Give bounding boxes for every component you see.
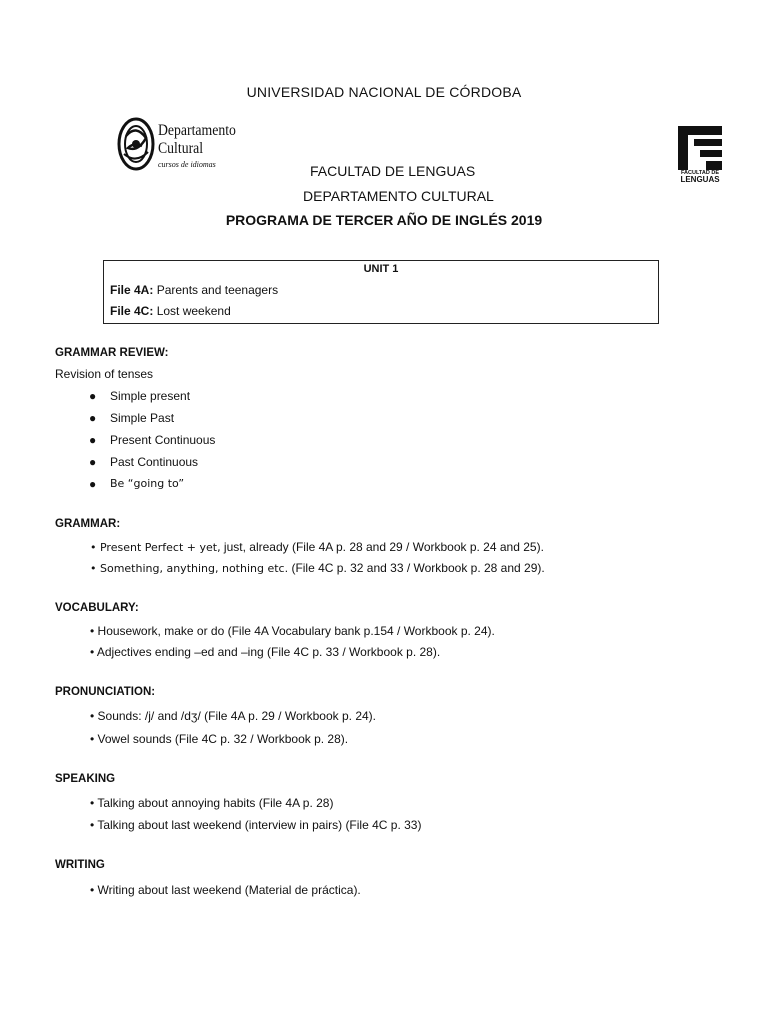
pronunciation-item: • Vowel sounds (File 4C p. 32 / Workbook p. 28). bbox=[90, 732, 349, 746]
university-name: UNIVERSIDAD NACIONAL DE CÓRDOBA bbox=[246, 84, 522, 100]
bullet-icon: ● bbox=[89, 477, 97, 491]
grammar-review-intro: Revision of tenses bbox=[55, 367, 154, 381]
pronunciation-heading: PRONUNCIATION: bbox=[55, 686, 156, 698]
grammar-heading: GRAMMAR: bbox=[55, 518, 121, 530]
file-label: File 4A: bbox=[110, 283, 154, 297]
grammar-review-heading: GRAMMAR REVIEW: bbox=[55, 347, 169, 359]
file-label: File 4C: bbox=[110, 304, 154, 318]
list-item: Simple present bbox=[110, 389, 191, 403]
unit-title: UNIT 1 bbox=[363, 263, 399, 275]
department-name: DEPARTAMENTO CULTURAL bbox=[303, 188, 494, 204]
writing-item: • Writing about last weekend (Material de práctica). bbox=[90, 883, 361, 897]
bullet-icon: ● bbox=[89, 389, 97, 403]
program-title: PROGRAMA DE TERCER AÑO DE INGLÉS 2019 bbox=[225, 212, 543, 228]
unit-box bbox=[103, 260, 659, 324]
logo-caption-line-1: FACULTAD DE bbox=[681, 170, 719, 176]
vocabulary-item: • Adjectives ending –ed and –ing (File 4C p. 33 / Workbook p. 28). bbox=[90, 645, 441, 659]
logo-caption-line-2: LENGUAS bbox=[680, 175, 720, 184]
unit-file-4c bbox=[110, 304, 231, 318]
grammar-item-rest: just, already (File 4A p. 28 and 29 / Workbook p. 24 and 25). bbox=[220, 540, 544, 554]
departamento-cultural-logo bbox=[116, 116, 246, 180]
grammar-item bbox=[90, 561, 545, 575]
seal-icon bbox=[116, 116, 160, 172]
logo-caption bbox=[676, 170, 724, 184]
lenguas-mark-icon bbox=[676, 126, 724, 170]
file-text: Lost weekend bbox=[156, 304, 231, 318]
facultad-de-lenguas-logo bbox=[676, 126, 724, 182]
bullet-icon: ● bbox=[89, 455, 97, 469]
grammar-item-rest: (File 4C p. 32 and 33 / Workbook p. 28 and 29). bbox=[288, 561, 545, 575]
list-item: Past Continuous bbox=[110, 455, 199, 469]
list-item: Present Continuous bbox=[110, 433, 216, 447]
bullet-icon: ● bbox=[89, 433, 97, 447]
writing-heading: WRITING bbox=[55, 859, 105, 871]
unit-file-4a bbox=[110, 283, 278, 297]
speaking-heading: SPEAKING bbox=[55, 773, 116, 785]
speaking-item: • Talking about last weekend (interview in pairs) (File 4C p. 33) bbox=[90, 818, 422, 832]
pronunciation-item: • Sounds: /j/ and /dʒ/ (File 4A p. 29 / Workbook p. 24). bbox=[90, 709, 377, 723]
grammar-item bbox=[90, 540, 544, 554]
grammar-item-lead: • Present Perfect + yet, bbox=[90, 541, 221, 554]
bullet-icon: ● bbox=[89, 411, 97, 425]
list-item: Simple Past bbox=[110, 411, 175, 425]
logo-line-2: Cultural bbox=[158, 140, 204, 157]
file-text: Parents and teenagers bbox=[156, 283, 279, 297]
logo-line-3: cursos de idiomas bbox=[158, 160, 216, 169]
vocabulary-item: • Housework, make or do (File 4A Vocabulary bank p.154 / Workbook p. 24). bbox=[90, 624, 495, 638]
list-item: Be “going to” bbox=[110, 477, 185, 490]
grammar-item-lead: • Something, anything, nothing etc. bbox=[90, 562, 289, 575]
speaking-item: • Talking about annoying habits (File 4A p. 28) bbox=[90, 796, 334, 810]
faculty-name: FACULTAD DE LENGUAS bbox=[310, 163, 476, 179]
vocabulary-heading: VOCABULARY: bbox=[55, 602, 139, 614]
logo-line-1: Departamento bbox=[158, 122, 236, 139]
